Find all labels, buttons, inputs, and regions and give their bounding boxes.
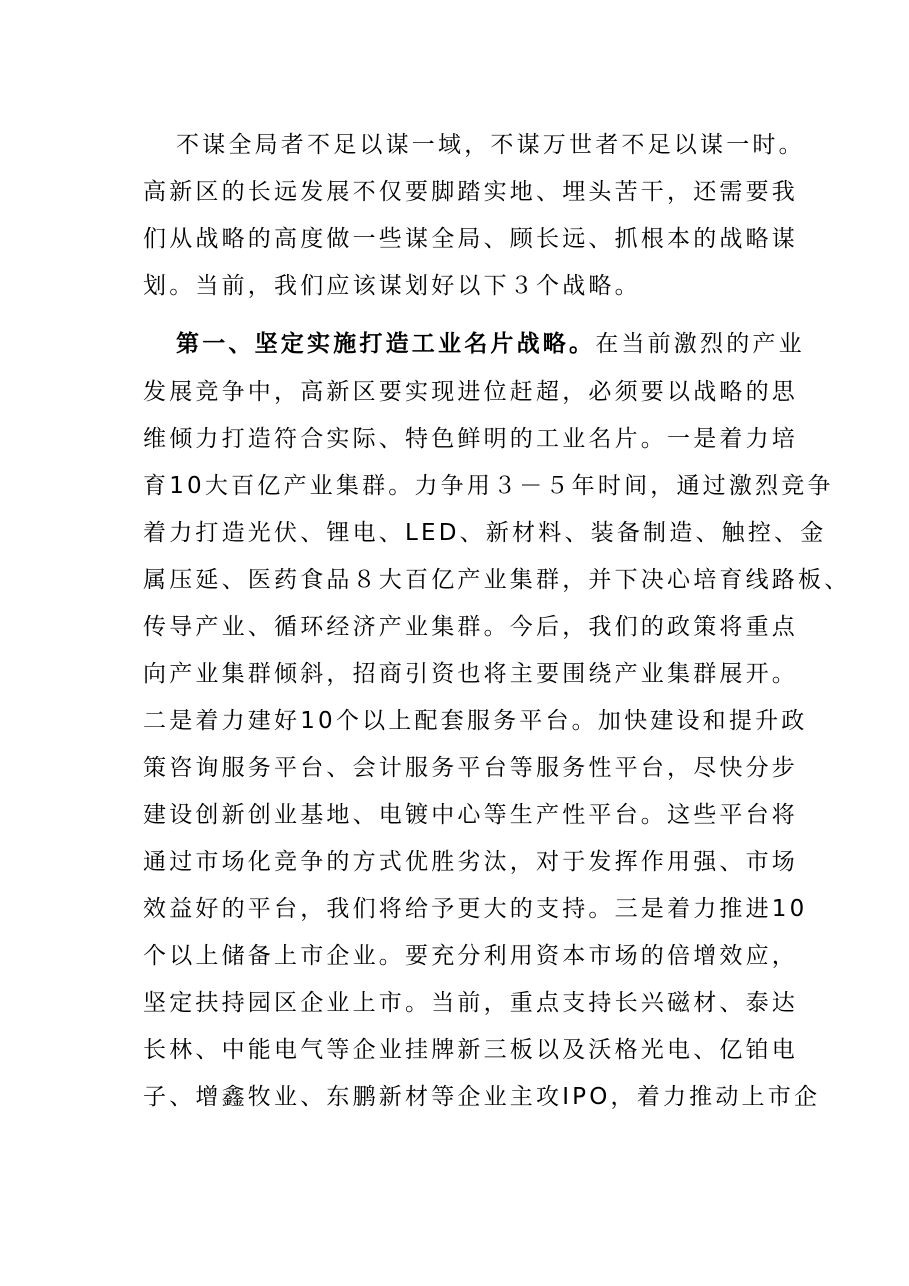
- text-line: 不谋全局者不足以谋一域，不谋万世者不足以谋一时。: [176, 132, 805, 158]
- text-line: 子、增鑫牧业、东鹏新材等企业主攻IPO，着力推动上市企: [143, 1084, 821, 1110]
- text-line: 个以上储备上市企业。要充分利用资本市场的倍增效应，: [143, 943, 798, 969]
- text-line: 通过市场化竞争的方式优胜劣汰，对于发挥作用强、市场: [143, 849, 798, 875]
- text-line: [176, 329, 805, 359]
- text-line: 划。当前，我们应该谋划好以下３个战略。: [143, 273, 641, 299]
- text-line: 坚定扶持园区企业上市。当前，重点支持长兴磁材、泰达: [143, 990, 798, 1016]
- text-line: 策咨询服务平台、会计服务平台等服务性平台，尽快分步: [143, 755, 798, 781]
- text-line: 属压延、医药食品８大百亿产业集群，并下决心培育线路板、: [143, 567, 851, 593]
- section-heading: 第一、坚定实施打造工业名片战略。: [176, 331, 596, 357]
- text-line: 效益好的平台，我们将给予更大的支持。三是着力推进10: [143, 896, 808, 922]
- text-line: 着力打造光伏、锂电、LED、新材料、装备制造、触控、金: [143, 520, 827, 546]
- text-line: 长林、中能电气等企业挂牌新三板以及沃格光电、亿铂电: [143, 1037, 798, 1063]
- text-line: 二是着力建好10个以上配套服务平台。加快建设和提升政: [143, 708, 808, 734]
- text-line: 建设创新创业基地、电镀中心等生产性平台。这些平台将: [143, 802, 798, 828]
- text-line: 们从战略的高度做一些谋全局、顾长远、抓根本的战略谋: [143, 226, 798, 252]
- text-line: 传导产业、循环经济产业集群。今后，我们的政策将重点: [143, 614, 798, 640]
- text-line: 育10大百亿产业集群。力争用３－５年时间，通过激烈竞争: [143, 473, 834, 499]
- text-line: 维倾力打造符合实际、特色鲜明的工业名片。一是着力培: [143, 426, 798, 452]
- text-line: 发展竞争中，高新区要实现进位赶超，必须要以战略的思: [143, 379, 798, 405]
- heading-tail-text: 在当前激烈的产业: [595, 331, 805, 357]
- text-line: 高新区的长远发展不仅要脚踏实地、埋头苦干，还需要我: [143, 179, 798, 205]
- text-line: 向产业集群倾斜，招商引资也将主要围绕产业集群展开。: [143, 661, 798, 687]
